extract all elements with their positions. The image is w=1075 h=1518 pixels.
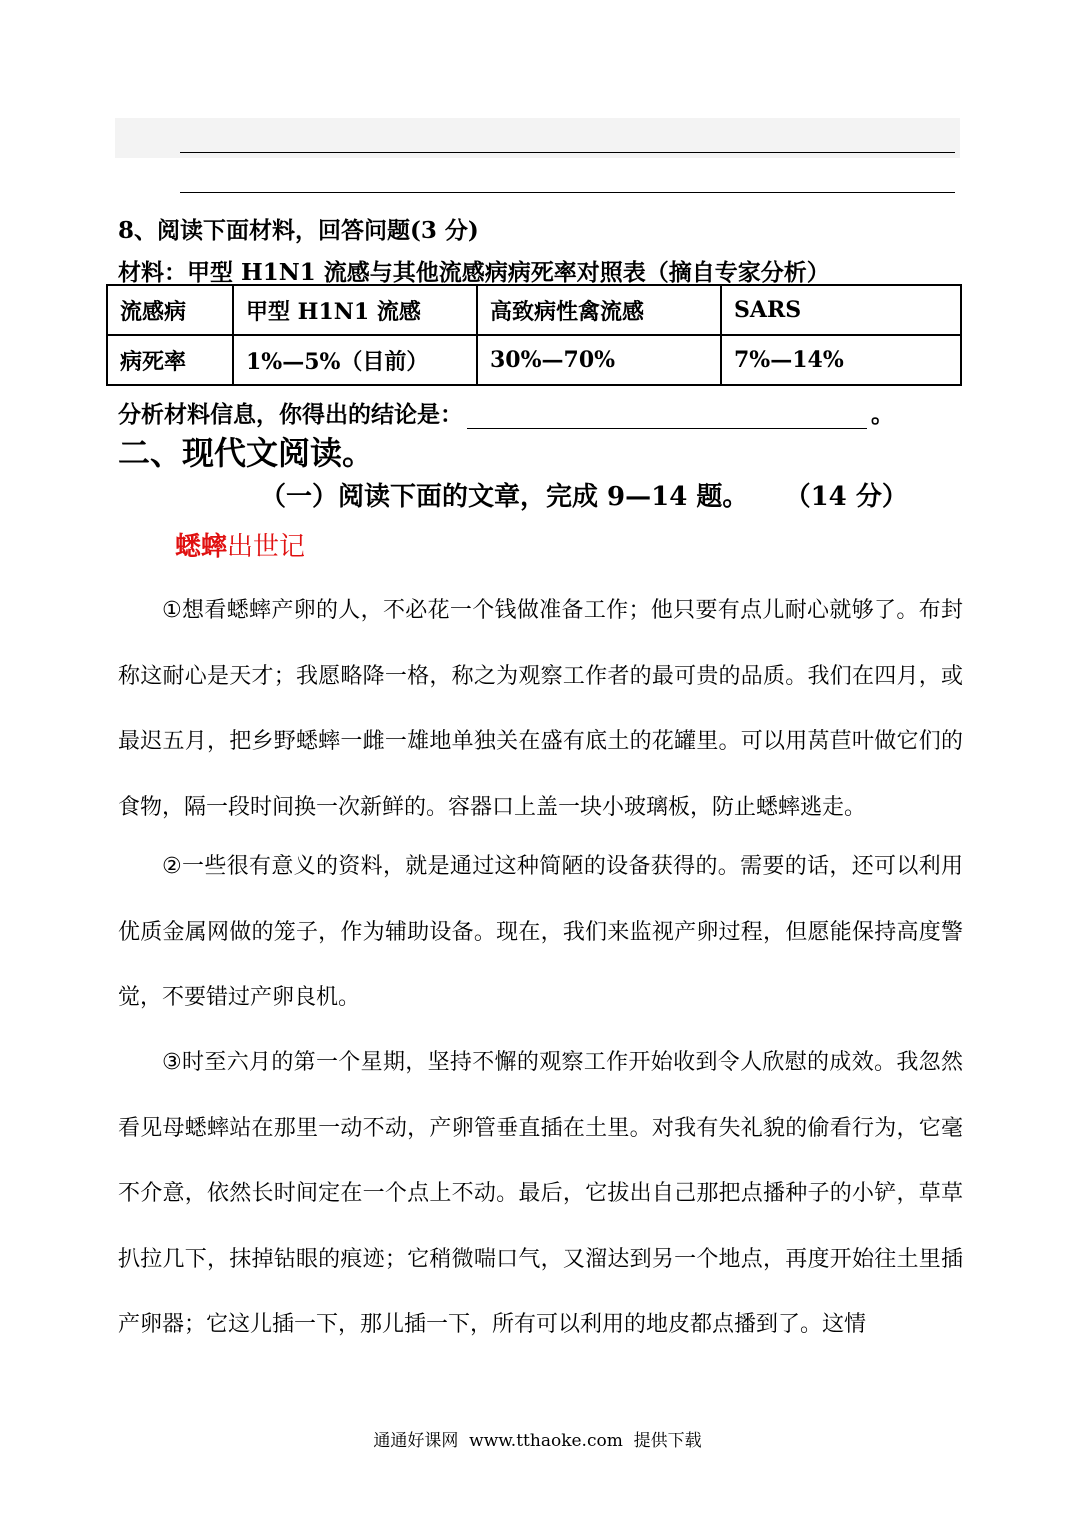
page-footer: 通通好课网 www.tthaoke.com 提供下载 <box>373 1431 702 1451</box>
conclusion-prompt <box>118 396 894 429</box>
table-cell: 流感病 <box>107 285 233 335</box>
conclusion-blank[interactable] <box>467 406 867 429</box>
table-row <box>107 335 961 385</box>
paragraph-1: ①想看蟋蟀产卵的人，不必花一个钱做准备工作；他只要有点儿耐心就够了。布封称这耐心是天才；我愿略降一格，称之为观察工作者的最可贵的品质。我们在四月，或最迟五月，把乡野蟋蟀一雌一雄地单独关在盛有底土的花罐里。可以用莴苣叶做它们的食物，隔一段时间换一次新鲜的。容器口上盖一块小玻璃板，防止蟋蟀逃走。 <box>118 598 963 820</box>
table-row <box>107 285 961 335</box>
table-cell: 1%—5%（目前） <box>233 335 477 385</box>
material-caption: 材料：甲型 H1N1 流感与其他流感病病死率对照表（摘自专家分析） <box>118 259 830 286</box>
answer-line-2 <box>180 192 955 193</box>
article-title-part2: 出世记 <box>227 532 306 562</box>
conclusion-end: 。 <box>871 401 894 428</box>
conclusion-label: 分析材料信息，你得出的结论是： <box>118 401 463 428</box>
table-cell: 高致病性禽流感 <box>477 285 721 335</box>
article-title-part1: 蟋蟀 <box>175 532 228 562</box>
table-cell: 病死率 <box>107 335 233 385</box>
mortality-table <box>106 284 962 386</box>
question-8-title: 8、阅读下面材料，回答问题(3 分) <box>118 217 479 244</box>
section-title: 二、现代文阅读。 <box>118 434 375 472</box>
table-cell: 30%—70% <box>477 335 721 385</box>
answer-line-1 <box>180 152 955 153</box>
article-title <box>175 526 305 563</box>
table-cell: 甲型 H1N1 流感 <box>233 285 477 335</box>
paragraph-2: ②一些很有意义的资料，就是通过这种简陋的设备获得的。需要的话，还可以利用优质金属网做的笼子，作为辅助设备。现在，我们来监视产卵过程，但愿能保持高度警觉，不要错过产卵良机。 <box>118 854 963 1010</box>
table-cell: SARS <box>721 285 961 335</box>
section-subheading: （一）阅读下面的文章，完成 9—14 题。 （14 分） <box>260 482 908 512</box>
table-cell: 7%—14% <box>721 335 961 385</box>
paragraph-3: ③时至六月的第一个星期，坚持不懈的观察工作开始收到令人欣慰的成效。我忽然看见母蟋蟀站在那里一动不动，产卵管垂直插在土里。对我有失礼貌的偷看行为，它毫不介意，依然长时间定在一个点上不动。最后，它拔出自己那把点播种子的小铲，草草扒拉几下，抹掉钻眼的痕迹；它稍微喘口气，又溜达到另一个地点，再度开始往土里插产卵器；它这儿插一下，那儿插一下，所有可以利用的地皮都点播到了。这情 <box>118 1050 963 1337</box>
